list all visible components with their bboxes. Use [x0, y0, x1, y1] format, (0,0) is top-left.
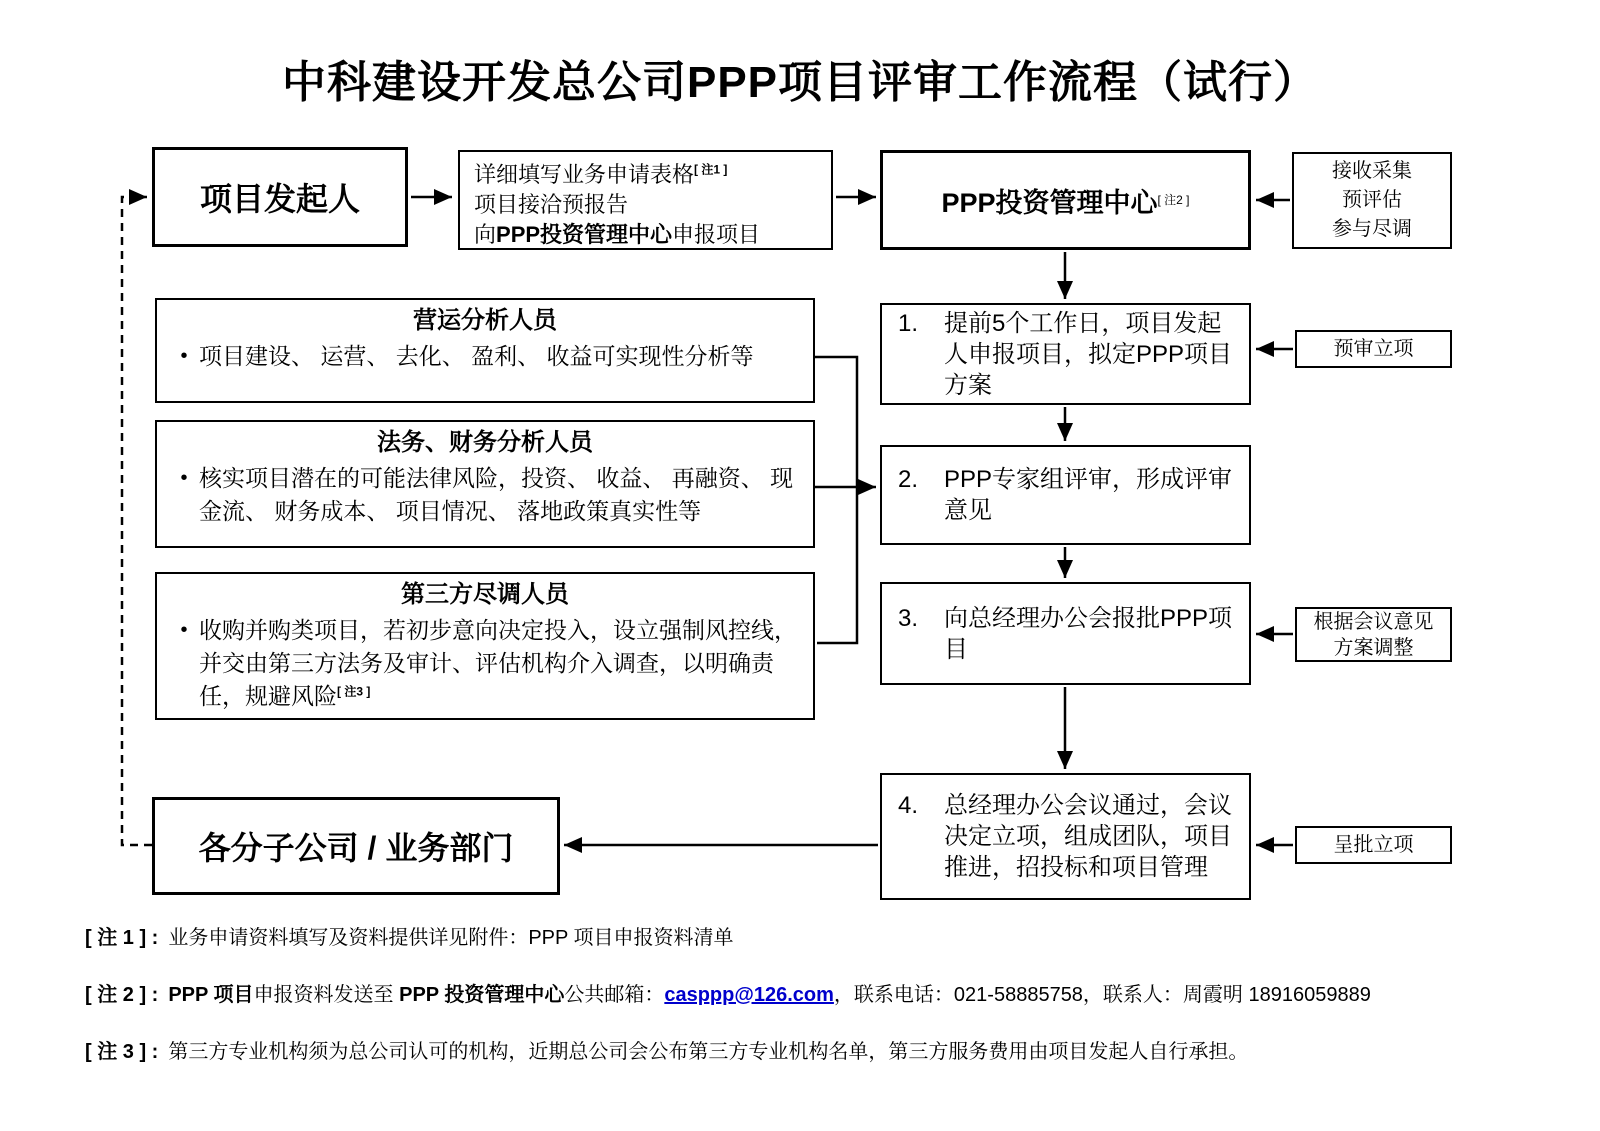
- step-1-text: 提前5个工作日，项目发起人申报项目，拟定PPP项目方案: [944, 309, 1233, 399]
- footnote-ref-3: [ 注3 ]: [337, 684, 371, 699]
- note-3: [ 注 3 ] : 第三方专业机构须为总公司认可的机构，近期总公司会公布第三方专业机构名单，第三方服务费用由项目发起人自行承担。: [85, 1041, 1249, 1063]
- step-1-number: 1.: [898, 309, 919, 337]
- connector-analysts-merge: [815, 357, 857, 643]
- apply-line-1: 详细填写业务申请表格[ 注1 ]: [474, 162, 728, 187]
- bullet-icon: •: [180, 345, 188, 367]
- ppp-center-label: PPP投资管理中心: [941, 187, 1158, 218]
- node-analyst-legal-finance: [155, 420, 815, 548]
- receive-line-3: 参与尽调: [1332, 218, 1412, 240]
- receive-line-1: 接收采集: [1332, 160, 1412, 182]
- node-meeting-adjust: [1295, 607, 1452, 662]
- step-4-number: 4.: [898, 792, 919, 819]
- apply-line-3: 向PPP投资管理中心申报项目: [474, 222, 761, 247]
- node-apply-detail: [458, 150, 833, 250]
- node-analyst-third-party: [155, 572, 815, 720]
- apply-line-2: 项目接洽预报告: [474, 192, 629, 217]
- bullet-icon: •: [180, 467, 188, 489]
- node-submit-approval: [1295, 826, 1452, 864]
- node-step-1: [880, 303, 1251, 405]
- node-ppp-center: PPP投资管理中心 [ 注2 ]: [880, 150, 1251, 250]
- analyst-third-party-title: 第三方尽调人员: [401, 581, 569, 608]
- node-analyst-operations: [155, 298, 815, 403]
- step-3-text: 向总经理办公会报批PPP项目: [944, 604, 1233, 663]
- analyst-operations-title: 营运分析人员: [413, 307, 557, 334]
- node-step-2: [880, 445, 1251, 545]
- subsidiaries-label: 各分子公司 / 业务部门: [198, 830, 514, 866]
- receive-line-2: 预评估: [1342, 189, 1402, 211]
- footnote-ref-1: [ 注1 ]: [694, 162, 728, 177]
- analyst-third-party-text: 收购并购类项目，若初步意向决定投入，设立强制风控线，并交由第三方法务及审计、评估机构介入调查，以明确责任，规避风险[ 注3 ]: [199, 617, 797, 709]
- step-2-number: 2.: [898, 466, 919, 493]
- note-1: [ 注 1 ] : 业务申请资料填写及资料提供详见附件：PPP 项目申报资料清单: [85, 927, 734, 949]
- pre-review-label: 预审立项: [1333, 338, 1414, 360]
- meeting-adjust-line-2: 方案调整: [1333, 636, 1414, 659]
- step-4-text: 总经理办公会议通过，会议决定立项，组成团队，项目推进，招投标和项目管理: [944, 792, 1232, 881]
- step-2-text: PPP专家组评审，形成评审意见: [944, 466, 1233, 524]
- step-3-number: 3.: [898, 604, 919, 632]
- originator-label: 项目发起人: [199, 181, 360, 217]
- submit-approval-label: 呈批立项: [1333, 834, 1414, 856]
- node-subsidiaries: [152, 797, 560, 895]
- meeting-adjust-line-1: 根据会议意见: [1313, 610, 1434, 633]
- analyst-legal-title: 法务、财务分析人员: [377, 429, 593, 456]
- connector-loopback-dashed: [122, 197, 152, 845]
- node-receive-tasks: [1292, 152, 1452, 249]
- node-step-4: [880, 773, 1251, 900]
- node-step-3: [880, 582, 1251, 685]
- node-pre-review: [1295, 330, 1452, 368]
- bullet-icon: •: [180, 619, 188, 641]
- analyst-operations-text: 项目建设、 运营、 去化、 盈利、 收益可实现性分析等: [199, 343, 754, 369]
- page-title: 中科建设开发总公司PPP项目评审工作流程（试行）: [281, 58, 1319, 107]
- analyst-legal-text: 核实项目潜在的可能法律风险，投资、 收益、 再融资、 现金流、 财务成本、 项目情况、 落地政策真实性等: [199, 465, 794, 524]
- email-link[interactable]: casppp@126.com: [664, 984, 834, 1006]
- node-originator: [152, 147, 408, 247]
- note-2: [ 注 2 ] : PPP 项目申报资料发送至 PPP 投资管理中心公共邮箱：casppp@126.com，联系电话：021-58885758，联系人：周霞明 18916059889: [85, 984, 1371, 1006]
